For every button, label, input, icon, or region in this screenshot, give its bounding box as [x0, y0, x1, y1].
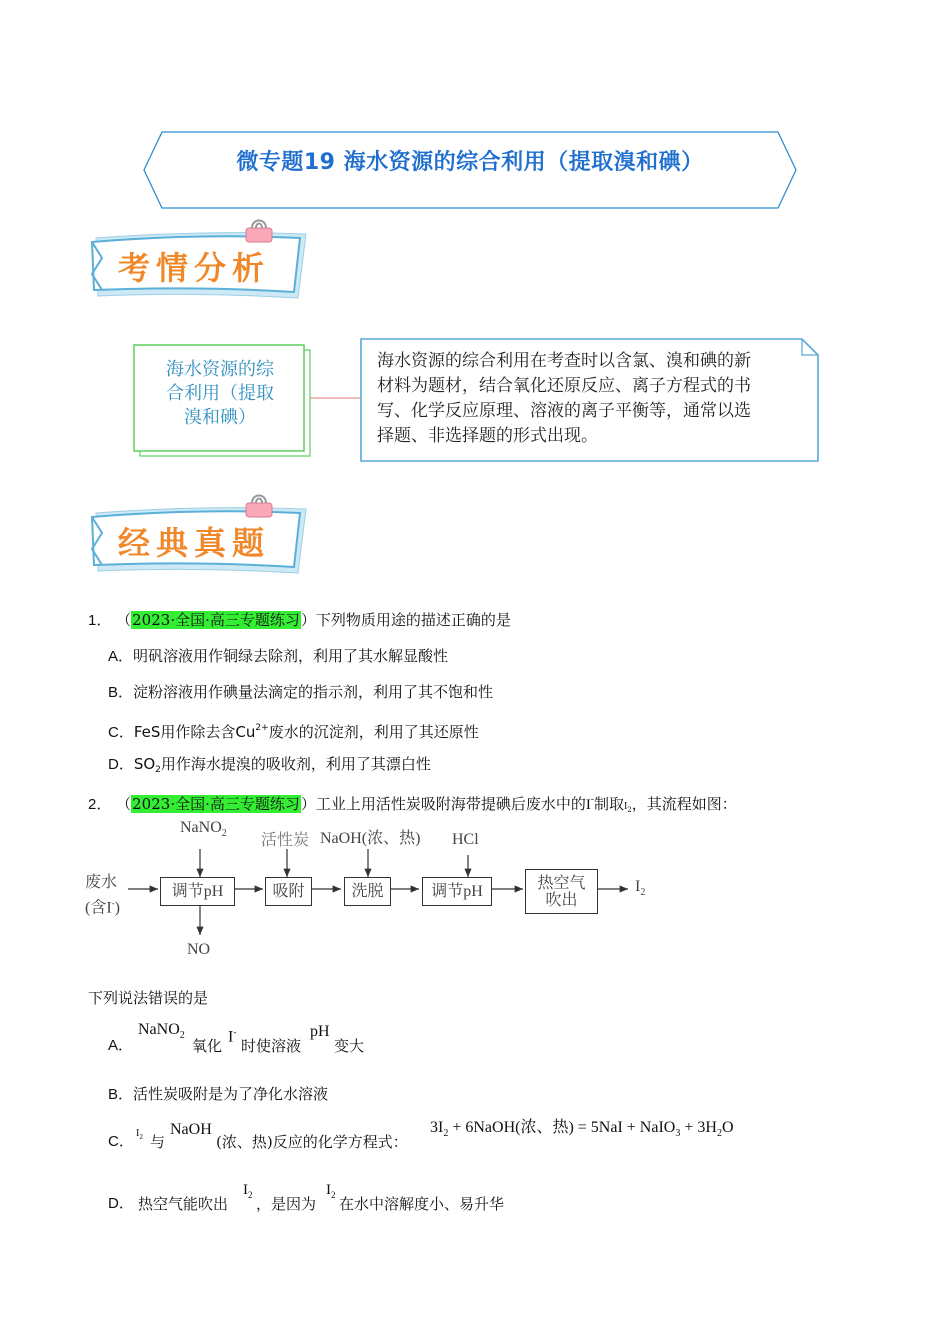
- flow-output-i2: $I_2$: [635, 878, 646, 899]
- flow-reagent-hcl: HCl: [452, 831, 479, 848]
- source-tag: 2023·全国·高三专题练习: [132, 795, 300, 813]
- flow-input-label: 废水 (含I-): [85, 874, 120, 917]
- question-2-prompt: 下列说法错误的是: [88, 989, 209, 1007]
- question-1-option-c: C．FeS用作除去含$Cu^{2+}$废水的沉淀剂，利用了其还原性: [108, 723, 479, 741]
- section-title-exam: 经典真题: [118, 524, 271, 562]
- section-title-analysis: 考情分析: [118, 249, 271, 287]
- flow-reagent-nano2: NaNO$_2$: [180, 819, 227, 840]
- flow-step-adsorb: 吸附: [265, 877, 312, 906]
- question-1-option-a: A．明矾溶液用作铜绿去除剂，利用了其水解显酸性: [108, 647, 449, 665]
- question-2-option-b: B．活性炭吸附是为了净化水溶液: [108, 1085, 329, 1103]
- flow-byproduct-no: NO: [187, 941, 211, 958]
- question-1-stem: 1． （2023·全国·高三专题练习）下列物质用途的描述正确的是: [88, 611, 511, 629]
- question-2-option-d: D． 热空气能吹出 $I_2$ ，是因为 $I_2$ 在水中溶解度小、易升华: [108, 1182, 505, 1213]
- paperclip-icon: [246, 496, 272, 518]
- chemical-equation: $3I_2$ + 6NaOH(浓、热) = 5NaI + NaIO$_3$ + $3H_2O$: [430, 1119, 734, 1140]
- question-2-option-a: A． NaNO$_2$ 氧化 I- 时使溶液 pH 变大: [108, 1021, 365, 1055]
- analysis-topic: 海水资源的综 合利用（提取 溴和碘）: [166, 359, 274, 428]
- process-flow-diagram: [80, 815, 680, 965]
- flow-reagent-carbon: 活性炭: [261, 832, 310, 849]
- page-title: 微专题19 海水资源的综合利用（提取溴和碘）: [236, 150, 704, 175]
- flow-step-adjust-ph: 调节pH: [160, 877, 235, 906]
- question-2-option-c: C． $I_2$ 与 NaOH (浓、热)反应的化学方程式： $3I_2$ + 6NaOH(浓、热) = 5NaI + NaIO$_3$ + $3H_2O$: [108, 1119, 734, 1151]
- paperclip-icon: [246, 221, 272, 243]
- question-1-option-d: D．$SO_2$用作海水提溴的吸收剂，利用了其漂白性: [108, 755, 431, 775]
- flow-step-elute: 洗脱: [344, 877, 391, 906]
- flow-step-hot-air: 热空气 吹出: [525, 869, 598, 914]
- question-1-option-b: B．淀粉溶液用作碘量法滴定的指示剂，利用了其不饱和性: [108, 683, 494, 701]
- flow-step-adjust-ph-2: 调节pH: [422, 877, 492, 906]
- question-2-stem: 2． （2023·全国·高三专题练习）工业上用活性炭吸附海带提碘后废水中的I-制取$I_2$，其流程如图：: [88, 795, 737, 814]
- analysis-description: 海水资源的综合利用在考查时以含氯、溴和碘的新 材料为题材，结合氧化还原反应、离子方程式的书 写、化学反应原理、溶液的离子平衡等，通常以选 择题、非选择题的形式出现。: [377, 351, 751, 446]
- source-tag: 2023·全国·高三专题练习: [132, 611, 300, 629]
- flow-reagent-naoh: NaOH(浓、热): [320, 830, 421, 847]
